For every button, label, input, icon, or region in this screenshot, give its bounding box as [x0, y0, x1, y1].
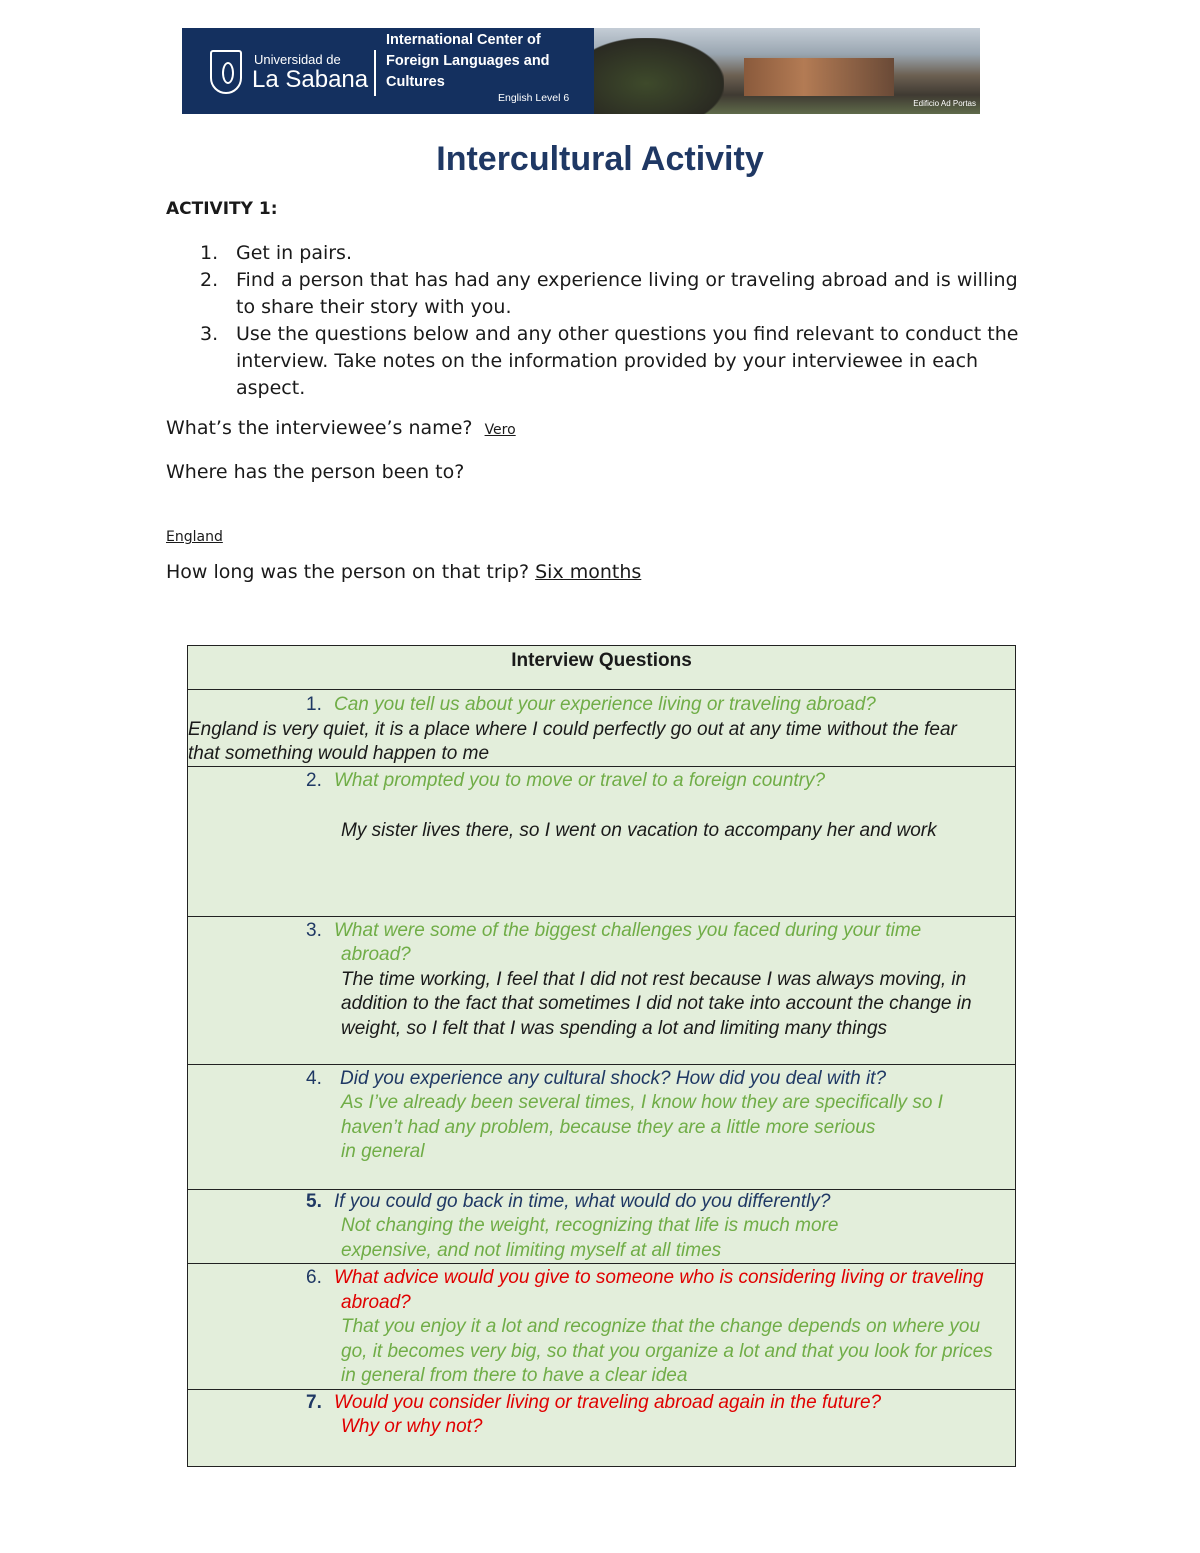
table-row [188, 690, 1016, 767]
center-line-3: Cultures [386, 74, 445, 90]
page-title: Intercultural Activity [436, 140, 764, 178]
table-row [188, 1064, 1016, 1189]
where-question: Where has the person been to? [166, 461, 465, 483]
answer-text: As I’ve already been several times, I know how they are specifically so I haven’t had any problem, because they are a little more serious [341, 1092, 943, 1138]
table-header: Interview Questions [188, 646, 1016, 690]
name-answer: Vero [484, 422, 516, 438]
how-long-answer: Six months [535, 561, 642, 583]
table-row [188, 1264, 1016, 1390]
header-banner [182, 28, 980, 114]
table-cell: 2. What prompted you to move or travel to a foreign country? My sister lives there, so I went on vacation to accompany her and work [188, 766, 1016, 916]
campus-photo [594, 28, 980, 114]
english-level: English Level 6 [498, 92, 570, 104]
how-long-line [166, 561, 641, 583]
answer-text: That you enjoy it a lot and recognize that the change depends on where you go, it becomes very big, so that you organize a lot and that you look for prices in general from there to have a clear idea [341, 1316, 993, 1386]
answer-text: The time working, I feel that I did not rest because I was always moving, in addition to the fact that sometimes I did not take into account the change in weight, so I felt that I was spending a lot and limiting many things [341, 968, 972, 1039]
photo-building [744, 58, 894, 96]
list-item: 1. Get in pairs. [200, 242, 352, 264]
table-row [188, 766, 1016, 916]
university-name: La Sabana [252, 66, 369, 93]
table-cell: 1. Can you tell us about your experience living or traveling abroad? England is very quiet, it is a place where I could perfectly go out at any time without the fear that something would happen to me [188, 690, 1016, 767]
question-tail: Why or why not? [341, 1416, 483, 1437]
table-cell: 5. If you could go back in time, what would do you differently? Not changing the weight, recognizing that life is much more expensive, and not limiting myself at all times [188, 1189, 1016, 1264]
list-item: 3. Use the questions below and any other questions you find relevant to conduct the interview. Take notes on the information provided by your interviewee in each aspect. [200, 323, 1019, 399]
table-row [188, 1389, 1016, 1466]
answer-tail: in general [341, 1141, 425, 1162]
answer-text: Not changing the weight, recognizing that life is much more expensive, and not limiting myself at all times [341, 1215, 839, 1261]
where-answer: England [166, 529, 223, 545]
table-header-row [188, 646, 1016, 690]
table-row [188, 1189, 1016, 1264]
center-name [386, 30, 550, 93]
activity-label: ACTIVITY 1: [166, 199, 278, 219]
photo-caption: Edificio Ad Portas [913, 99, 976, 108]
answer-text: England is very quiet, it is a place where I could perfectly go out at any time without the fear that something would happen to me [188, 718, 957, 764]
banner-divider [374, 50, 376, 96]
photo-trees [594, 38, 724, 114]
list-item: 2. Find a person that has had any experience living or traveling abroad and is willing to share their story with you. [200, 269, 1018, 318]
table-cell: 3. What were some of the biggest challenges you faced during your time abroad? The time working, I feel that I did not rest because I was always moving, in addition to the fact that sometimes I did not take into account the change in weight, so I felt that I was spending a lot and limiting many things [188, 916, 1016, 1064]
name-question: What’s the interviewee’s name? [166, 417, 473, 439]
university-name-small: Universidad de [254, 52, 341, 67]
answer-text: My sister lives there, so I went on vacation to accompany her and work [341, 820, 937, 841]
center-line-2: Foreign Languages and [386, 53, 550, 69]
university-seal-icon [210, 50, 242, 94]
table-cell: 4. Did you experience any cultural shock? How did you deal with it? As I’ve already been several times, I know how they are specifically so I haven’t had any problem, because they are a little more serious in general [188, 1064, 1016, 1189]
instruction-list [166, 240, 1026, 402]
table-cell: 6. What advice would you give to someone who is considering living or traveling abroad? That you enjoy it a lot and recognize that the change depends on where you go, it becomes very big, so that you organize a lot and that you look for prices in general from there to have a clear idea [188, 1264, 1016, 1390]
center-line-1: International Center of [386, 32, 541, 48]
interview-table [187, 645, 1016, 1467]
how-long-question: How long was the person on that trip? [166, 561, 530, 583]
table-row [188, 916, 1016, 1064]
table-cell: 7. Would you consider living or traveling abroad again in the future? Why or why not? [188, 1389, 1016, 1466]
name-question-line [166, 417, 516, 439]
